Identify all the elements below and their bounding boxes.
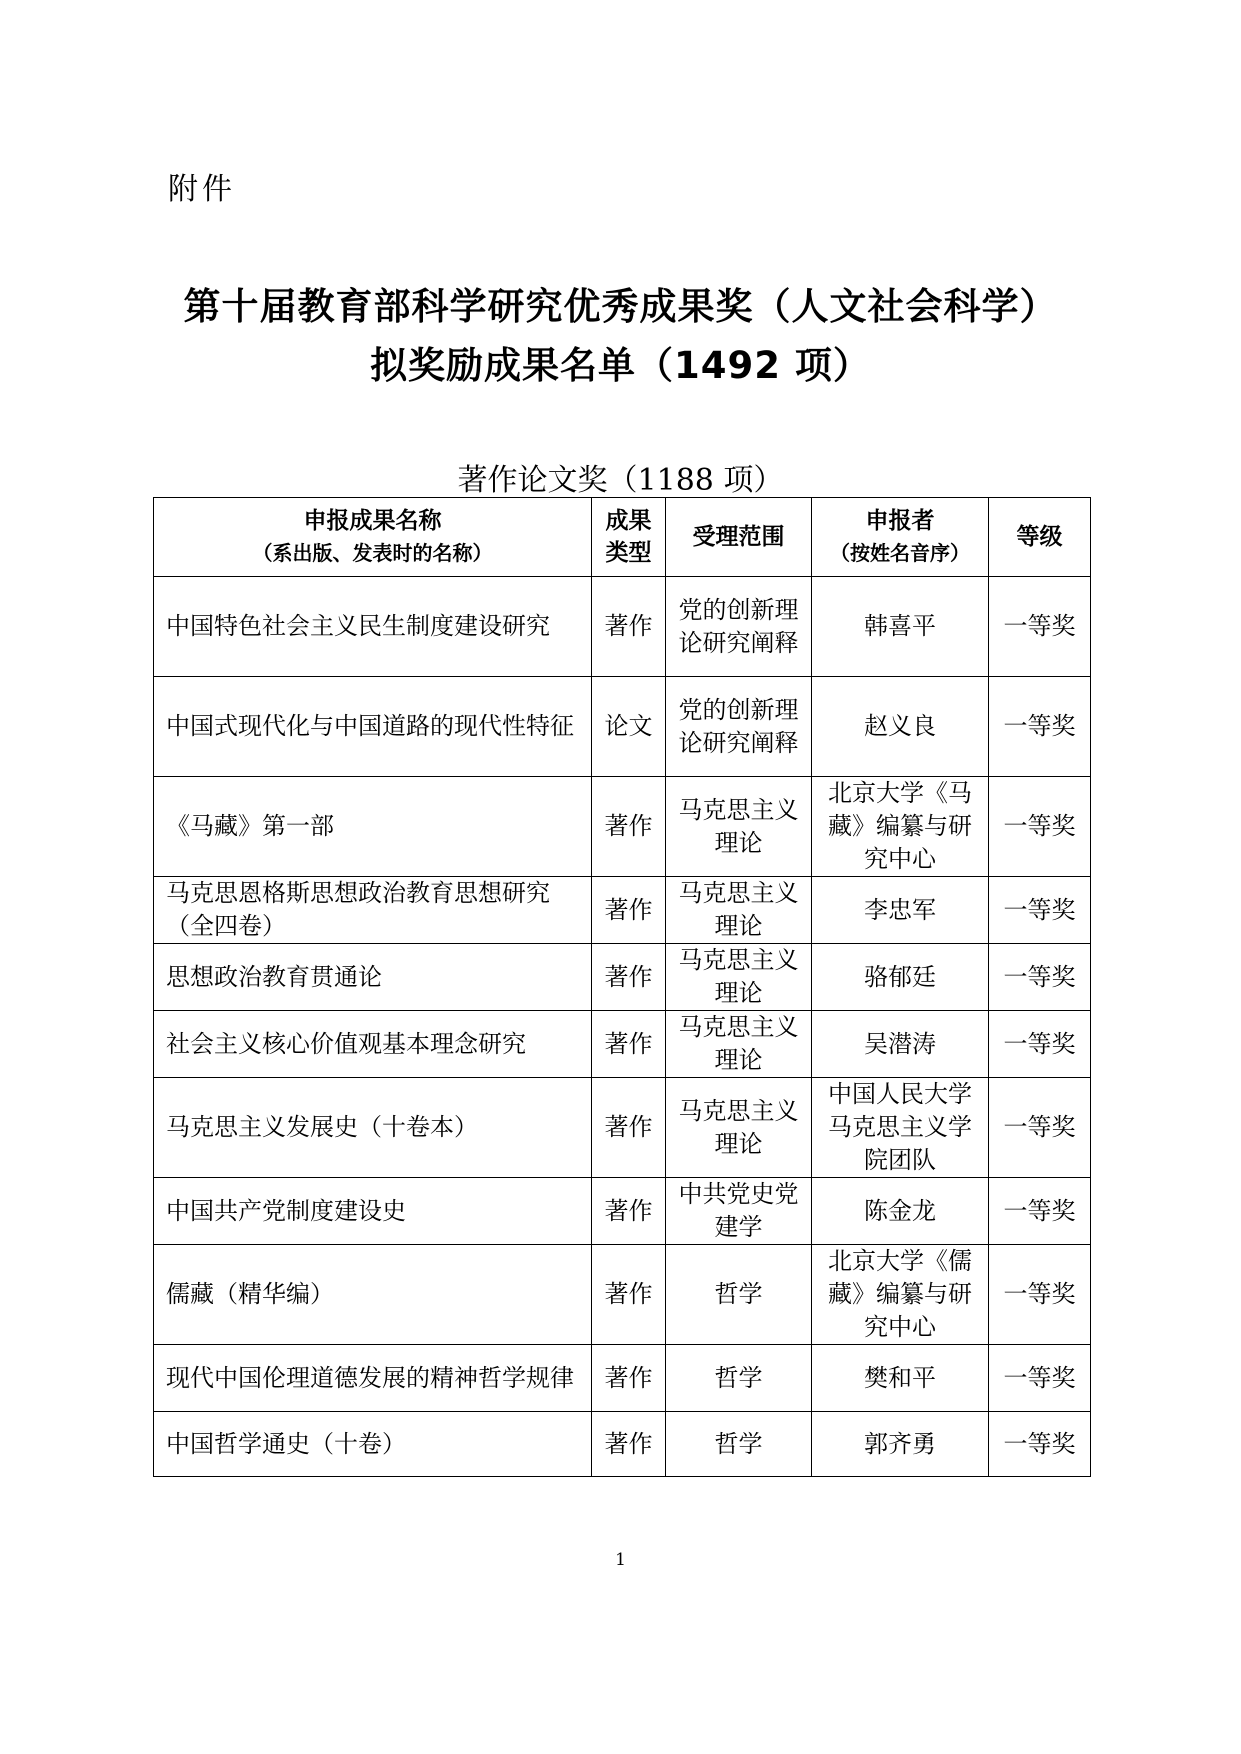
cell-level: 一等奖 bbox=[989, 777, 1091, 877]
header-type bbox=[592, 498, 666, 577]
cell-applicant: 李忠军 bbox=[812, 877, 989, 944]
cell-applicant: 韩喜平 bbox=[812, 577, 989, 677]
cell-name: 思想政治教育贯通论 bbox=[154, 944, 592, 1011]
table-row bbox=[154, 1178, 1091, 1245]
cell-level: 一等奖 bbox=[989, 577, 1091, 677]
cell-level: 一等奖 bbox=[989, 1345, 1091, 1412]
table-row bbox=[154, 1011, 1091, 1078]
header-scope bbox=[666, 498, 812, 577]
header-applicant-sub: （按姓名音序） bbox=[830, 541, 970, 565]
document-title-line1: 第十届教育部科学研究优秀成果奖（人文社会科学） bbox=[183, 285, 1058, 328]
cell-name: 中国特色社会主义民生制度建设研究 bbox=[154, 577, 592, 677]
cell-level: 一等奖 bbox=[989, 677, 1091, 777]
cell-type: 著作 bbox=[592, 1345, 666, 1412]
table-row bbox=[154, 944, 1091, 1011]
header-applicant bbox=[812, 498, 989, 577]
cell-applicant: 北京大学《儒藏》编纂与研究中心 bbox=[812, 1245, 989, 1345]
cell-applicant: 樊和平 bbox=[812, 1345, 989, 1412]
table-header-row bbox=[154, 498, 1091, 577]
cell-name: 马克思主义发展史（十卷本） bbox=[154, 1078, 592, 1178]
cell-type: 著作 bbox=[592, 1011, 666, 1078]
cell-scope: 党的创新理论研究阐释 bbox=[666, 577, 812, 677]
header-name bbox=[154, 498, 592, 577]
table-row bbox=[154, 1245, 1091, 1345]
cell-scope: 哲学 bbox=[666, 1412, 812, 1477]
cell-name: 社会主义核心价值观基本理念研究 bbox=[154, 1011, 592, 1078]
document-title-line2: 拟奖励成果名单（1492 项） bbox=[370, 344, 871, 387]
table-row bbox=[154, 1412, 1091, 1477]
header-applicant-main: 申报者 bbox=[865, 508, 935, 534]
cell-scope: 马克思主义理论 bbox=[666, 877, 812, 944]
table-row bbox=[154, 577, 1091, 677]
page-number: 1 bbox=[615, 1550, 626, 1570]
cell-applicant: 陈金龙 bbox=[812, 1178, 989, 1245]
header-level-label: 等级 bbox=[1016, 524, 1063, 550]
cell-name: 儒藏（精华编） bbox=[154, 1245, 592, 1345]
cell-type: 著作 bbox=[592, 944, 666, 1011]
cell-name: 中国哲学通史（十卷） bbox=[154, 1412, 592, 1477]
cell-name: 中国共产党制度建设史 bbox=[154, 1178, 592, 1245]
cell-type: 著作 bbox=[592, 1245, 666, 1345]
cell-type: 著作 bbox=[592, 1178, 666, 1245]
cell-scope: 马克思主义理论 bbox=[666, 1078, 812, 1178]
cell-type: 论文 bbox=[592, 677, 666, 777]
cell-name: 中国式现代化与中国道路的现代性特征 bbox=[154, 677, 592, 777]
table-row bbox=[154, 1345, 1091, 1412]
cell-scope: 马克思主义理论 bbox=[666, 944, 812, 1011]
cell-applicant: 北京大学《马藏》编纂与研究中心 bbox=[812, 777, 989, 877]
cell-level: 一等奖 bbox=[989, 1011, 1091, 1078]
cell-level: 一等奖 bbox=[989, 877, 1091, 944]
cell-level: 一等奖 bbox=[989, 1178, 1091, 1245]
header-scope-label: 受理范围 bbox=[692, 524, 785, 550]
cell-level: 一等奖 bbox=[989, 1245, 1091, 1345]
cell-type: 著作 bbox=[592, 777, 666, 877]
cell-name: 《马藏》第一部 bbox=[154, 777, 592, 877]
cell-name: 现代中国伦理道德发展的精神哲学规律 bbox=[154, 1345, 592, 1412]
cell-name: 马克思恩格斯思想政治教育思想研究（全四卷） bbox=[154, 877, 592, 944]
cell-applicant: 郭齐勇 bbox=[812, 1412, 989, 1477]
cell-scope: 马克思主义理论 bbox=[666, 1011, 812, 1078]
cell-type: 著作 bbox=[592, 1412, 666, 1477]
cell-type: 著作 bbox=[592, 877, 666, 944]
table-row bbox=[154, 777, 1091, 877]
cell-level: 一等奖 bbox=[989, 1412, 1091, 1477]
table-row bbox=[154, 877, 1091, 944]
awards-table bbox=[153, 497, 1091, 1477]
header-type-label: 成果类型 bbox=[605, 508, 652, 566]
cell-type: 著作 bbox=[592, 1078, 666, 1178]
header-name-sub: （系出版、发表时的名称） bbox=[252, 541, 493, 565]
cell-scope: 哲学 bbox=[666, 1245, 812, 1345]
table-row bbox=[154, 677, 1091, 777]
attachment-label: 附件 bbox=[168, 172, 236, 207]
cell-applicant: 赵义良 bbox=[812, 677, 989, 777]
cell-type: 著作 bbox=[592, 577, 666, 677]
table-row bbox=[154, 1078, 1091, 1178]
cell-applicant: 吴潜涛 bbox=[812, 1011, 989, 1078]
section-title: 著作论文奖（1188 项） bbox=[457, 463, 784, 498]
cell-level: 一等奖 bbox=[989, 944, 1091, 1011]
cell-scope: 中共党史党建学 bbox=[666, 1178, 812, 1245]
cell-applicant: 中国人民大学马克思主义学院团队 bbox=[812, 1078, 989, 1178]
cell-level: 一等奖 bbox=[989, 1078, 1091, 1178]
header-name-main: 申报成果名称 bbox=[303, 508, 442, 534]
cell-scope: 哲学 bbox=[666, 1345, 812, 1412]
header-level bbox=[989, 498, 1091, 577]
cell-scope: 马克思主义理论 bbox=[666, 777, 812, 877]
cell-scope: 党的创新理论研究阐释 bbox=[666, 677, 812, 777]
cell-applicant: 骆郁廷 bbox=[812, 944, 989, 1011]
